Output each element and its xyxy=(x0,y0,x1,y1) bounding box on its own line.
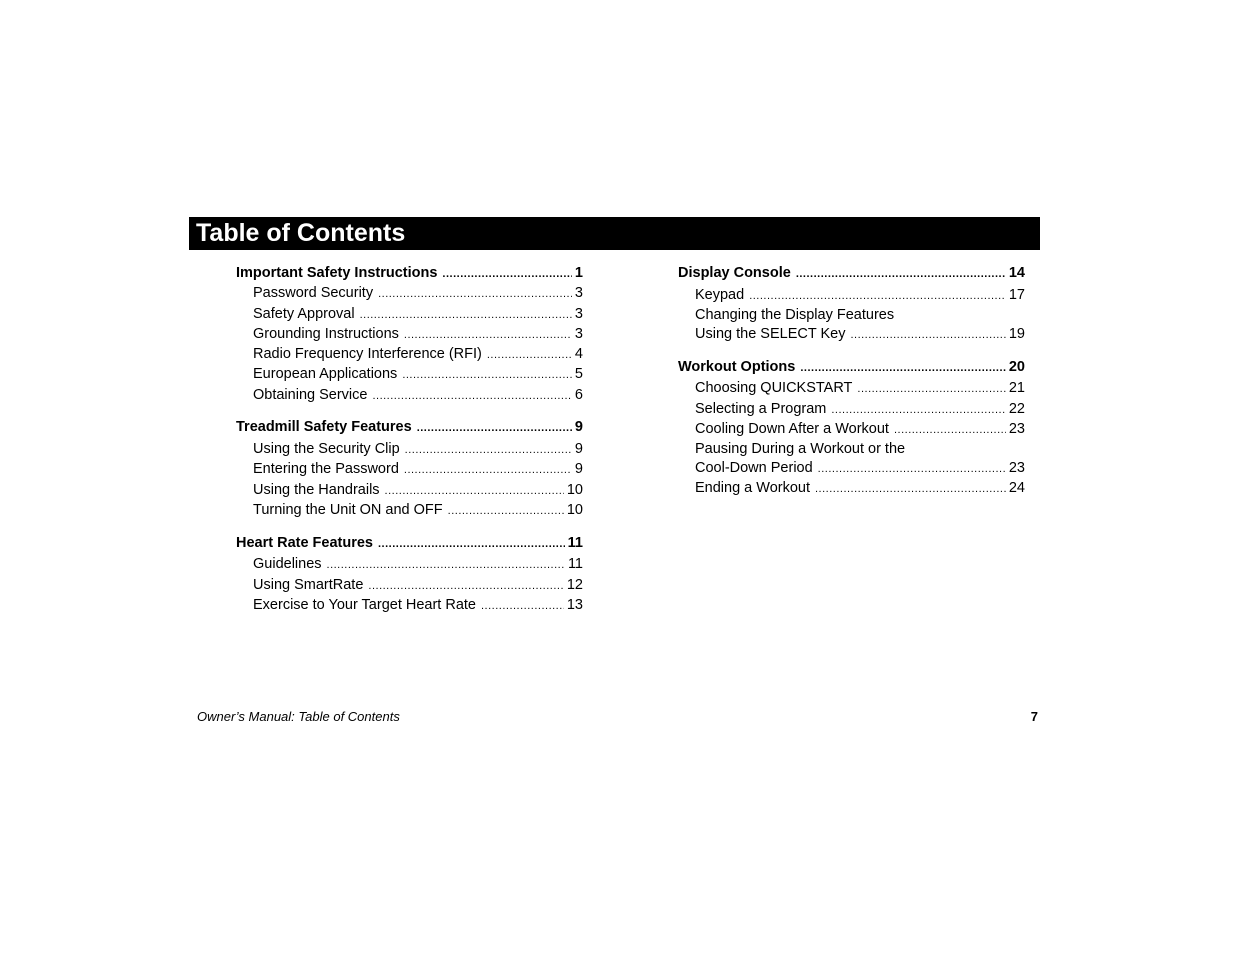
toc-page-number: 24 xyxy=(1008,480,1025,496)
toc-entry-pausing-line1[interactable]: Pausing During a Workout or the xyxy=(695,441,906,457)
leader-dots xyxy=(360,305,572,325)
toc-entry-label: Using the SELECT Key xyxy=(695,326,846,342)
leader-dots xyxy=(405,440,572,460)
toc-heading-label: Treadmill Safety Features xyxy=(236,419,412,435)
toc-page-number: 3 xyxy=(574,285,583,301)
toc-entry-label: Using SmartRate xyxy=(253,577,364,593)
toc-entry-selecting-program[interactable] xyxy=(695,399,1025,420)
toc-heading-workout-options[interactable] xyxy=(678,357,1025,378)
leader-dots xyxy=(796,264,1006,284)
toc-page-number: 9 xyxy=(574,419,583,435)
toc-entry-entering-password[interactable] xyxy=(253,459,583,480)
toc-page-number: 12 xyxy=(566,577,583,593)
toc-entry-label: Grounding Instructions xyxy=(253,326,399,342)
page-title: Table of Contents xyxy=(196,219,406,247)
toc-entry-label: Password Security xyxy=(253,285,374,301)
toc-entry-label: Cooling Down After a Workout xyxy=(695,421,889,437)
leader-dots xyxy=(402,365,572,385)
leader-dots xyxy=(327,555,565,575)
toc-entry-password-security[interactable] xyxy=(253,283,583,304)
toc-entry-european-applications[interactable] xyxy=(253,364,583,385)
title-bar xyxy=(189,217,1040,250)
leader-dots xyxy=(818,459,1006,479)
toc-heading-important-safety-instructions[interactable] xyxy=(236,263,583,284)
toc-page-number: 21 xyxy=(1008,380,1025,396)
leader-dots xyxy=(385,481,564,501)
toc-entry-rfi[interactable] xyxy=(253,344,583,365)
toc-entry-quickstart[interactable] xyxy=(695,378,1025,399)
toc-page-number: 3 xyxy=(574,326,583,342)
toc-page-number: 11 xyxy=(567,535,583,551)
toc-entry-label: Safety Approval xyxy=(253,306,355,322)
toc-entry-label: Using the Security Clip xyxy=(253,441,400,457)
leader-dots xyxy=(831,400,1005,420)
toc-page-number: 9 xyxy=(574,441,583,457)
toc-entry-label: Keypad xyxy=(695,287,745,303)
toc-page-number: 11 xyxy=(567,556,583,572)
toc-entry-keypad[interactable] xyxy=(695,285,1025,306)
toc-entry-unit-on-off[interactable] xyxy=(253,500,583,521)
toc-entry-label: Cool-Down Period xyxy=(695,460,813,476)
leader-dots xyxy=(404,460,572,480)
toc-entry-cool-down-period[interactable] xyxy=(695,458,1025,479)
toc-entry-label: Selecting a Program xyxy=(695,401,827,417)
leader-dots xyxy=(850,325,1005,345)
leader-dots xyxy=(815,479,1006,499)
toc-heading-label: Heart Rate Features xyxy=(236,535,373,551)
leader-dots xyxy=(378,534,565,554)
toc-entry-label: Radio Frequency Interference (RFI) xyxy=(253,346,482,362)
toc-heading-display-console[interactable] xyxy=(678,263,1025,284)
leader-dots xyxy=(442,264,572,284)
leader-dots xyxy=(749,286,1006,306)
toc-heading-label: Display Console xyxy=(678,265,791,281)
toc-entry-obtaining-service[interactable] xyxy=(253,385,583,406)
toc-entry-handrails[interactable] xyxy=(253,480,583,501)
toc-entry-grounding-instructions[interactable] xyxy=(253,324,583,345)
toc-page-number: 13 xyxy=(566,597,583,613)
toc-page-number: 23 xyxy=(1008,460,1025,476)
toc-entry-label: Turning the Unit ON and OFF xyxy=(253,502,443,518)
toc-entry-label: Entering the Password xyxy=(253,461,399,477)
leader-dots xyxy=(857,379,1005,399)
toc-page-number: 20 xyxy=(1008,359,1025,375)
leader-dots xyxy=(800,358,1006,378)
leader-dots xyxy=(448,501,564,521)
toc-page-number: 5 xyxy=(574,366,583,382)
toc-entry-ending-workout[interactable] xyxy=(695,478,1025,499)
toc-page-number: 6 xyxy=(574,387,583,403)
leader-dots xyxy=(404,325,572,345)
toc-entry-label: Choosing QUICKSTART xyxy=(695,380,853,396)
toc-entry-label: Obtaining Service xyxy=(253,387,368,403)
toc-entry-label: Exercise to Your Target Heart Rate xyxy=(253,597,476,613)
leader-dots xyxy=(368,576,563,596)
toc-entry-label: Using the Handrails xyxy=(253,482,380,498)
toc-entry-cooling-down[interactable] xyxy=(695,419,1025,440)
toc-page-number: 4 xyxy=(574,346,583,362)
leader-dots xyxy=(417,418,572,438)
toc-entry-smartrate[interactable] xyxy=(253,575,583,596)
toc-heading-label: Workout Options xyxy=(678,359,796,375)
toc-entry-select-key[interactable] xyxy=(695,324,1025,345)
leader-dots xyxy=(378,284,572,304)
toc-heading-heart-rate-features[interactable] xyxy=(236,533,583,554)
toc-entry-security-clip[interactable] xyxy=(253,439,583,460)
leader-dots xyxy=(372,386,571,406)
toc-entry-changing-display-features-line1[interactable]: Changing the Display Features xyxy=(695,307,895,323)
footer-manual-title: Owner’s Manual: Table of Contents xyxy=(197,709,400,724)
toc-page-number: 10 xyxy=(566,482,583,498)
leader-dots xyxy=(894,420,1006,440)
leader-dots xyxy=(481,596,564,616)
toc-heading-label: Important Safety Instructions xyxy=(236,265,438,281)
toc-page-number: 17 xyxy=(1008,287,1025,303)
footer-page-number: 7 xyxy=(1030,709,1038,724)
toc-page-number: 9 xyxy=(574,461,583,477)
toc-page-number: 22 xyxy=(1008,401,1025,417)
toc-page-number: 14 xyxy=(1008,265,1025,281)
toc-page-number: 1 xyxy=(574,265,583,281)
toc-page-number: 23 xyxy=(1008,421,1025,437)
toc-page-number: 10 xyxy=(566,502,583,518)
toc-entry-label: European Applications xyxy=(253,366,398,382)
toc-entry-target-heart-rate[interactable] xyxy=(253,595,583,616)
toc-page-number: 3 xyxy=(574,306,583,322)
toc-entry-label: Guidelines xyxy=(253,556,322,572)
toc-entry-guidelines[interactable] xyxy=(253,554,583,575)
toc-heading-treadmill-safety-features[interactable] xyxy=(236,417,583,438)
toc-page-number: 19 xyxy=(1008,326,1025,342)
toc-entry-label: Ending a Workout xyxy=(695,480,810,496)
leader-dots xyxy=(487,345,572,365)
toc-entry-safety-approval[interactable] xyxy=(253,304,583,325)
